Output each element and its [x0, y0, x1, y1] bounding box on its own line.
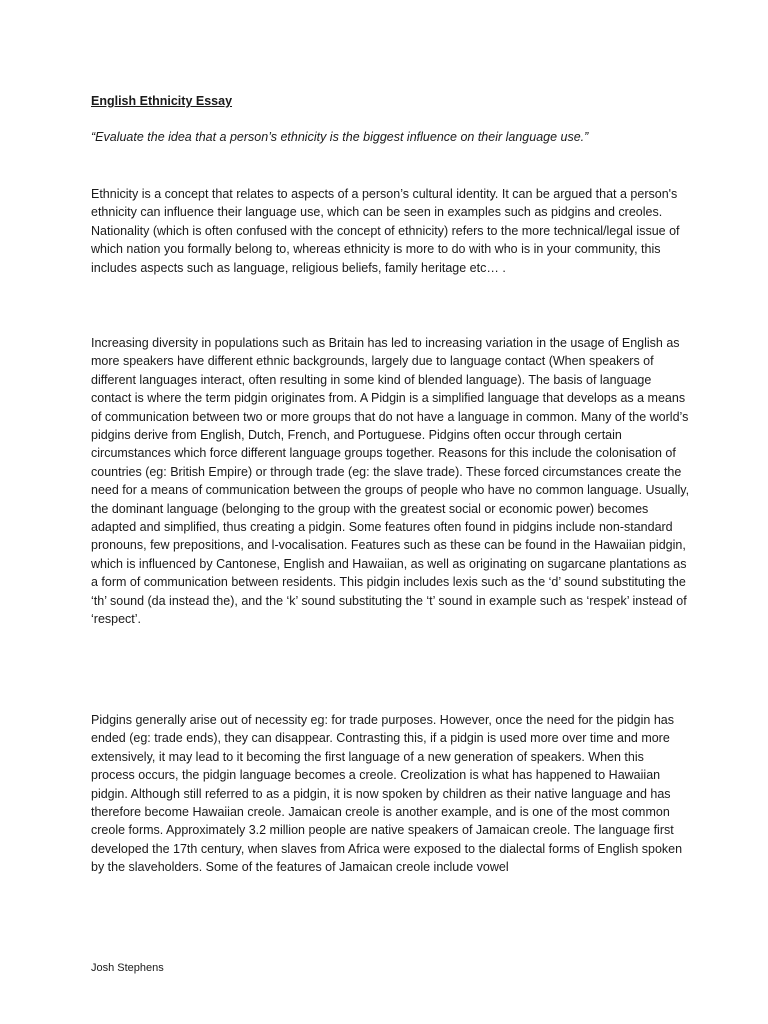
- essay-title: English Ethnicity Essay: [91, 94, 233, 108]
- paragraph-1: Ethnicity is a concept that relates to aspects of a person’s cultural identity. It can be argued that a person's ethnicity can influence their language use, which can be seen in examples such as pidgins and creoles. Nationality (which is often confused with the concept of ethnicity) refers to the more technical/legal issue of which nation you formally belong to, whereas ethnicity is more to do with who is in your community, this includes aspects such as language, religious beliefs, family heritage etc… .: [91, 187, 680, 275]
- essay-prompt: “Evaluate the idea that a person’s ethnicity is the biggest influence on their language use.”: [91, 130, 589, 144]
- paragraph-2: Increasing diversity in populations such as Britain has led to increasing variation in the usage of English as more speakers have different ethnic backgrounds, largely due to language contact (When speakers of different languages interact, often resulting in some kind of blended language). The basis of language contact is where the term pidgin originates from. A Pidgin is a simplified language that develops as a means of communication between two or more groups that do not have a language in common. Many of the world’s pidgins derive from English, Dutch, French, and Portuguese. Pidgins often occur through certain circumstances which force different language groups together. Reasons for this include the colonisation of countries (eg: British Empire) or through trade (eg: the slave trade). These forced circumstances create the need for a means of communication between the groups of people who have no common language. Usually, the dominant language (belonging to the group with the greatest social or economic power) becomes adapted and simplified, thus creating a pidgin. Some features often found in pidgins include non-standard pronouns, few prepositions, and l-vocalisation. Features such as these can be found in the Hawaiian pidgin, which is influenced by Cantonese, English and Hawaiian, as well as originating on sugarcane plantations as a form of communication between residents. This pidgin includes lexis such as the ‘d’ sound substituting the ‘th’ sound (da instead the), and the ‘k’ sound substituting the ‘t’ sound in example such as ‘respek’ instead of ‘respect’.: [91, 336, 690, 627]
- paragraph-3: Pidgins generally arise out of necessity eg: for trade purposes. However, once the need for the pidgin has ended (eg: trade ends), they can disappear. Contrasting this, if a pidgin is used more over time and more extensively, it may lead to it becoming the first language of a new generation of speakers. When this process occurs, the pidgin language becomes a creole. Creolization is what has happened to Hawaiian pidgin. Although still referred to as a pidgin, it is now spoken by children as their native language and has therefore become Hawaiian creole. Jamaican creole is another example, and is one of the most common creole forms. Approximately 3.2 million people are native speakers of Jamaican creole. The language first developed the 17th century, when slaves from Africa were exposed to the dialectal forms of English spoken by the slaveholders. Some of the features of Jamaican creole include vowel: [91, 713, 683, 875]
- author-footer: Josh Stephens: [91, 962, 164, 974]
